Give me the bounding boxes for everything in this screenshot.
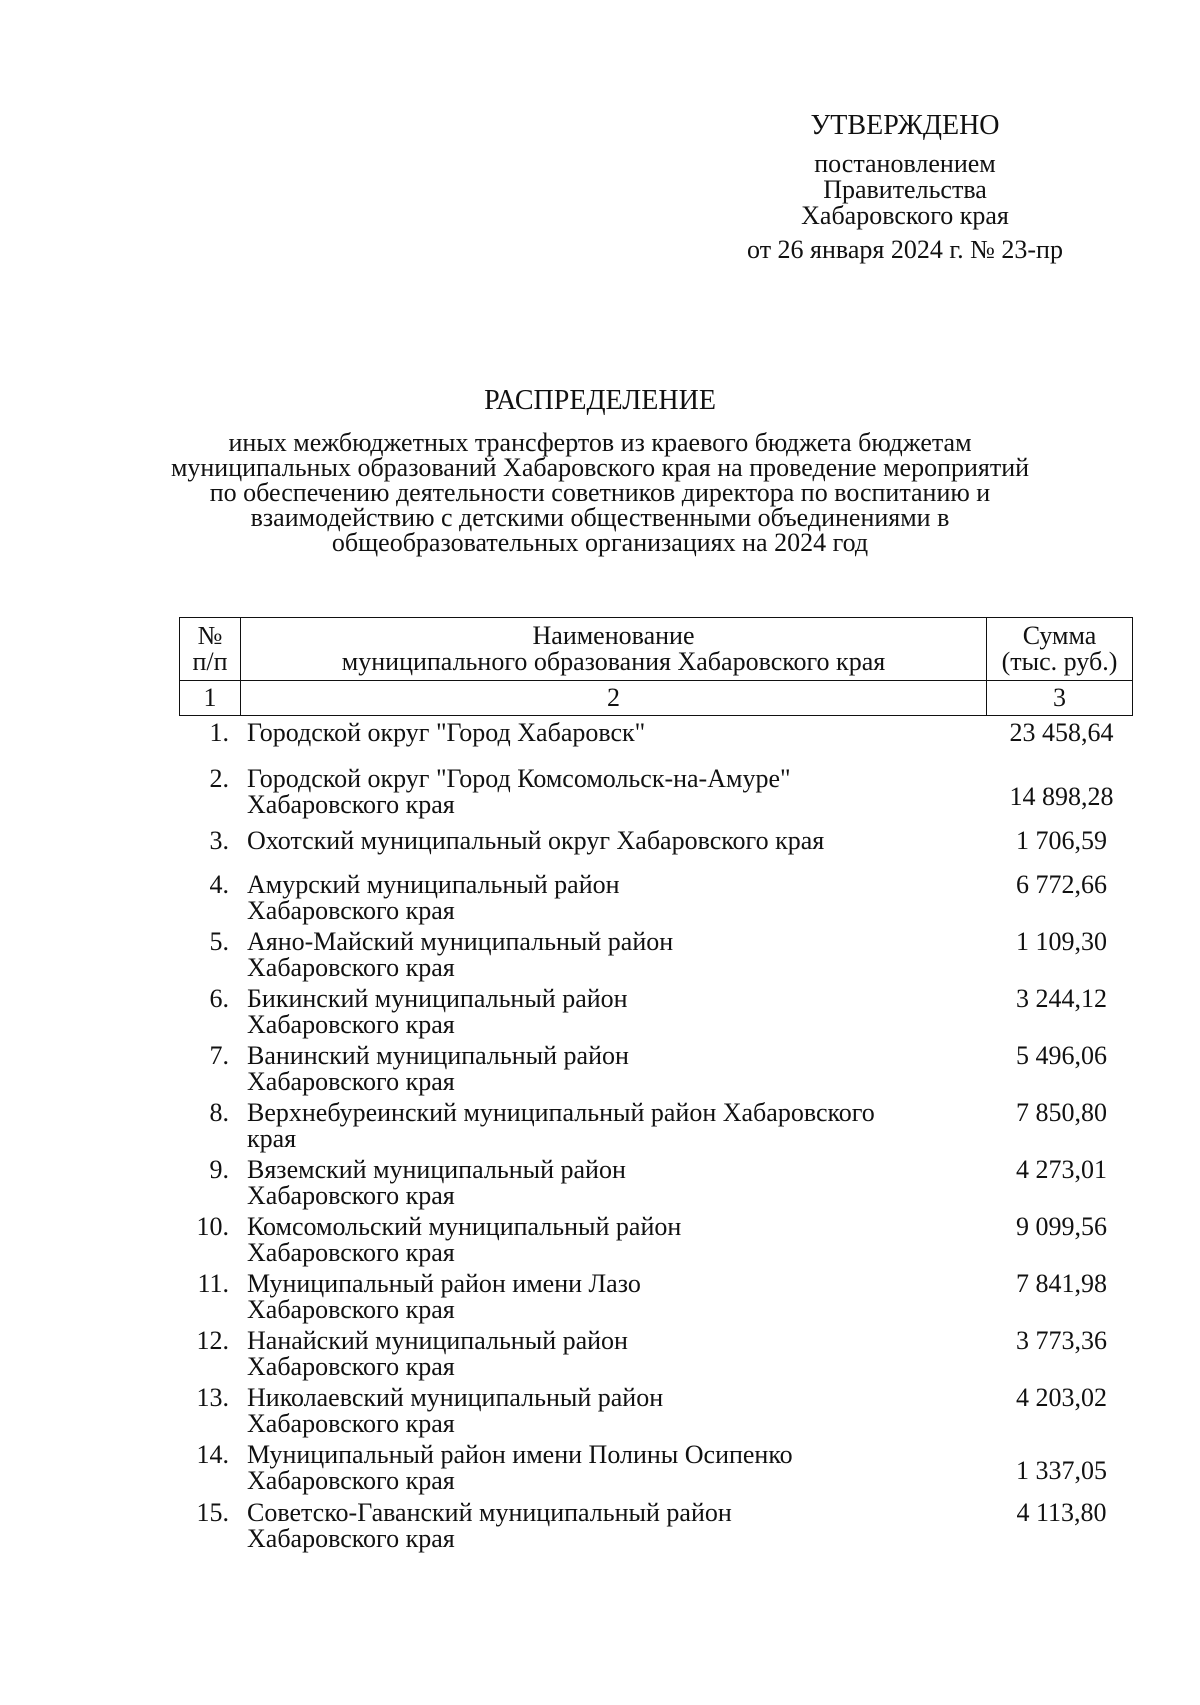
table-row: [179, 929, 1134, 986]
row-amount: 4 113,80: [1016, 1498, 1107, 1527]
row-name: [239, 872, 989, 929]
row-number: 9.: [209, 1155, 229, 1184]
row-number: 5.: [209, 927, 229, 956]
table-body: [179, 720, 1134, 1557]
row-number: 8.: [209, 1098, 229, 1127]
row-name-line1: Нанайский муниципальный район: [247, 1326, 628, 1355]
row-name: [239, 766, 989, 828]
row-name-line2: Хабаровского края: [247, 1466, 455, 1495]
row-name-line1: Городской округ "Город Комсомольск-на-Амуре": [247, 764, 791, 793]
approval-line-2: Правительства: [823, 175, 987, 204]
row-amount: 3 244,12: [1016, 984, 1107, 1013]
document-title: РАСПРЕДЕЛЕНИЕ: [484, 385, 716, 416]
approval-stamp: УТВЕРЖДЕНО: [810, 110, 1000, 141]
row-name: [239, 1442, 989, 1500]
row-name: [239, 986, 989, 1043]
row-name-line2: Хабаровского края: [247, 1295, 455, 1324]
row-name: [239, 1271, 989, 1328]
row-number: 15.: [196, 1498, 229, 1527]
row-name-line1: Амурский муниципальный район: [247, 870, 620, 899]
table-row: [179, 766, 1134, 828]
row-name-line1: Советско-Гаванский муниципальный район: [247, 1498, 732, 1527]
row-amount: 14 898,28: [1009, 782, 1114, 811]
approval-block: [690, 110, 1120, 264]
table-row: [179, 1328, 1134, 1385]
row-name-line2: Хабаровского края: [247, 1067, 455, 1096]
row-name-line2: края: [247, 1124, 297, 1153]
row-amount: 6 772,66: [1016, 870, 1107, 899]
row-name: [239, 1043, 989, 1100]
row-amount: 1 109,30: [1016, 927, 1107, 956]
row-name-line2: Хабаровского края: [247, 1524, 455, 1553]
row-amount: 1 337,05: [1016, 1456, 1107, 1485]
table-row: [179, 1500, 1134, 1557]
column-number-3: 3: [987, 681, 1133, 716]
row-number: 10.: [196, 1212, 229, 1241]
table-row: [179, 1385, 1134, 1442]
row-number: 7.: [209, 1041, 229, 1070]
row-amount: 23 458,64: [1009, 718, 1114, 747]
row-amount: 4 273,01: [1016, 1155, 1107, 1184]
row-name-line1: Ванинский муниципальный район: [247, 1041, 629, 1070]
row-name-line1: Вяземский муниципальный район: [247, 1155, 626, 1184]
column-number-2: 2: [241, 681, 987, 716]
table-row: [179, 872, 1134, 929]
row-name-line2: Хабаровского края: [247, 1238, 455, 1267]
row-number: 14.: [196, 1440, 229, 1469]
row-number: 3.: [209, 826, 229, 855]
row-name-line1: Николаевский муниципальный район: [247, 1383, 664, 1412]
header-name-line1: Наименование: [532, 621, 695, 650]
row-amount: 7 841,98: [1016, 1269, 1107, 1298]
subtitle-line: взаимодействию с детскими общественными объединениями в: [250, 503, 950, 532]
table-row: [179, 1100, 1134, 1157]
row-name-line2: Хабаровского края: [247, 1010, 455, 1039]
subtitle-line: по обеспечению деятельности советников директора по воспитанию и: [209, 478, 991, 507]
table-row: [179, 828, 1134, 872]
row-number: 11.: [197, 1269, 229, 1298]
header-sum: [987, 618, 1133, 681]
row-amount: 4 203,02: [1016, 1383, 1107, 1412]
row-name-line1: Аяно-Майский муниципальный район: [247, 927, 674, 956]
row-name-line1: Комсомольский муниципальный район: [247, 1212, 682, 1241]
row-name-line2: Хабаровского края: [247, 896, 455, 925]
approval-date: от 26 января 2024 г. № 23-пр: [747, 235, 1063, 264]
document-subtitle: [170, 430, 1030, 555]
header-num-line2: п/п: [192, 647, 228, 676]
row-name-line2: Хабаровского края: [247, 790, 455, 819]
row-name: [239, 1214, 989, 1271]
row-name: [239, 1100, 989, 1157]
row-name: [239, 828, 989, 872]
row-number: 2.: [209, 764, 229, 793]
header-num-line1: №: [197, 621, 223, 650]
header-sum-line1: Сумма: [1022, 621, 1097, 650]
row-amount: 3 773,36: [1016, 1326, 1107, 1355]
row-name: [239, 1157, 989, 1214]
header-sum-line2: (тыс. руб.): [1001, 647, 1118, 676]
row-name-line1: Городской округ "Город Хабаровск": [247, 718, 646, 747]
table-row: [179, 1043, 1134, 1100]
row-name-line2: Хабаровского края: [247, 953, 455, 982]
header-name-line2: муниципального образования Хабаровского края: [341, 647, 886, 676]
header-name: [241, 618, 987, 681]
row-amount: 7 850,80: [1016, 1098, 1107, 1127]
table-row: [179, 1157, 1134, 1214]
row-name-line1: Муниципальный район имени Лазо: [247, 1269, 641, 1298]
row-name: [239, 1328, 989, 1385]
table-row: [179, 1271, 1134, 1328]
table-row: [179, 720, 1134, 766]
table-row: [179, 986, 1134, 1043]
table-row: [179, 1214, 1134, 1271]
row-name: [239, 1500, 989, 1557]
row-number: 12.: [196, 1326, 229, 1355]
row-number: 4.: [209, 870, 229, 899]
row-name-line2: Хабаровского края: [247, 1409, 455, 1438]
row-name-line1: Муниципальный район имени Полины Осипенко: [247, 1440, 793, 1469]
row-name: [239, 929, 989, 986]
table-row: [179, 1442, 1134, 1500]
row-number: 13.: [196, 1383, 229, 1412]
header-num: [180, 618, 241, 681]
row-amount: 1 706,59: [1016, 826, 1107, 855]
table-header: [179, 617, 1133, 716]
row-name-line2: Хабаровского края: [247, 1352, 455, 1381]
row-number: 6.: [209, 984, 229, 1013]
row-name-line2: Хабаровского края: [247, 1181, 455, 1210]
row-number: 1.: [209, 718, 229, 747]
subtitle-line: муниципальных образований Хабаровского края на проведение мероприятий: [170, 453, 1030, 482]
subtitle-line: общеобразовательных организациях на 2024 год: [331, 528, 869, 557]
row-name: [239, 720, 989, 766]
approval-line-1: постановлением: [814, 149, 996, 178]
row-name-line1: Верхнебуреинский муниципальный район Хабаровского: [247, 1098, 875, 1127]
row-name-line1: Бикинский муниципальный район: [247, 984, 628, 1013]
column-number-1: 1: [180, 681, 241, 716]
row-amount: 9 099,56: [1016, 1212, 1107, 1241]
row-name: [239, 1385, 989, 1442]
approval-line-3: Хабаровского края: [801, 201, 1009, 230]
row-amount: 5 496,06: [1016, 1041, 1107, 1070]
row-name-line1: Охотский муниципальный округ Хабаровского края: [247, 826, 825, 855]
subtitle-line: иных межбюджетных трансфертов из краевого бюджета бюджетам: [228, 428, 972, 457]
